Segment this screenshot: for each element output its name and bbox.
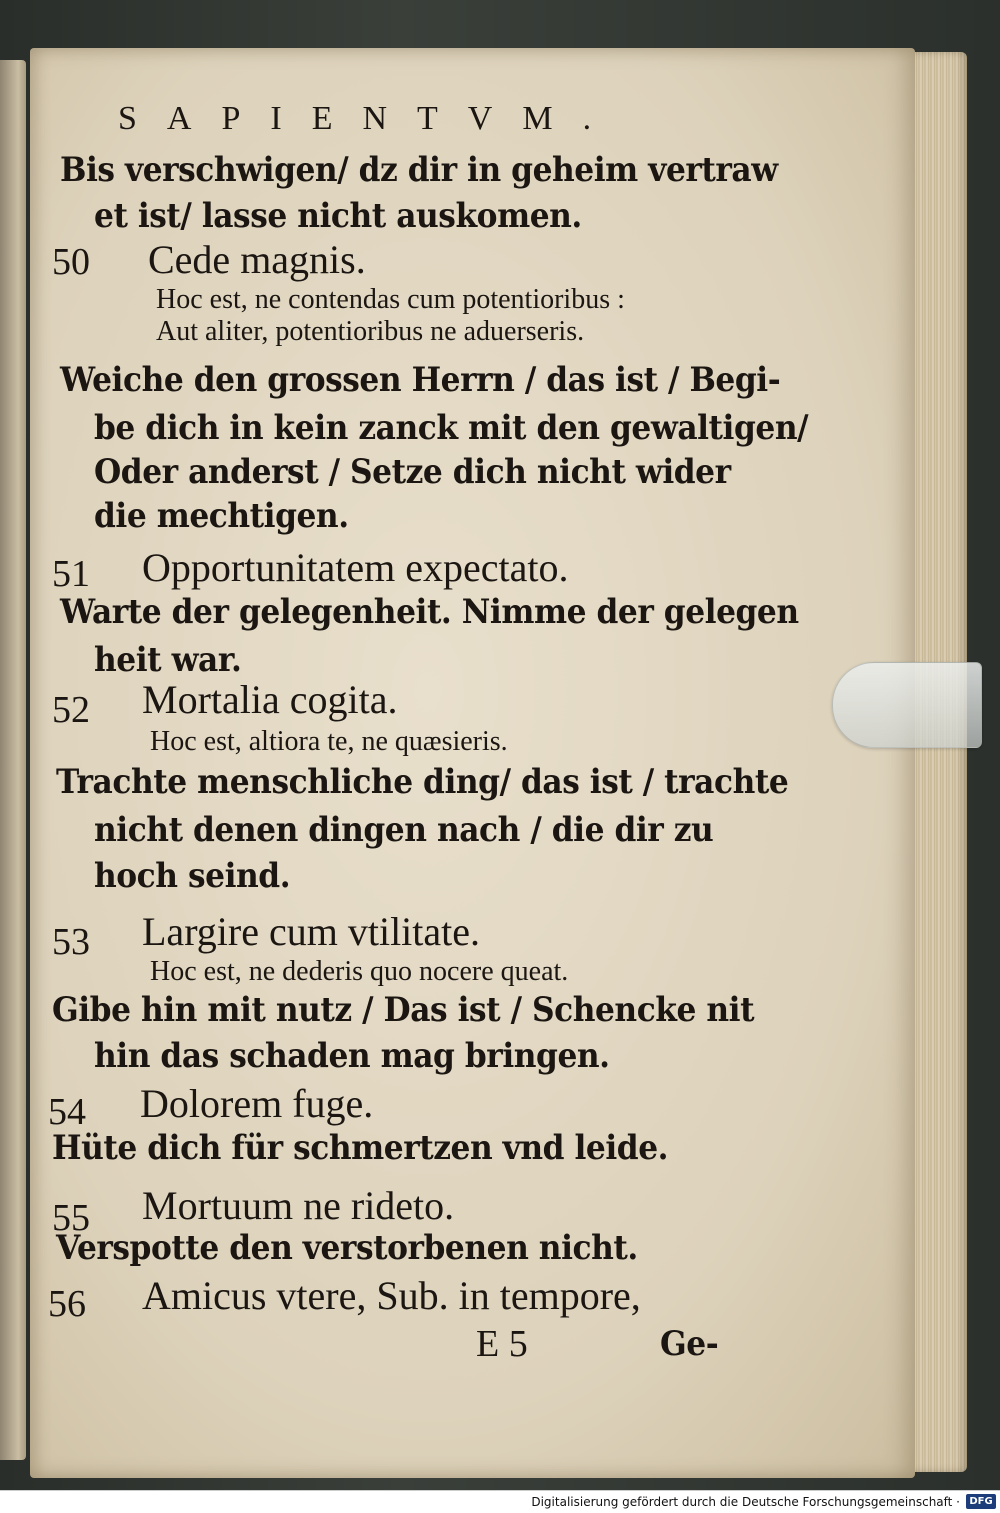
- text-line: et ist/ lasse nicht auskomen.: [94, 196, 582, 236]
- latin-gloss: Hoc est, altiora te, ne quæsieris.: [150, 726, 508, 757]
- latin-gloss: Aut aliter, potentioribus ne aduerseris.: [156, 316, 585, 347]
- digitization-footer: [0, 1490, 1000, 1513]
- text-line: nicht denen dingen nach / die dir zu: [94, 810, 714, 850]
- text-line: be dich in kein zanck mit den gewaltigen/: [94, 408, 809, 448]
- text-line: Warte der gelegenheit. Nimme der gelegen: [60, 592, 799, 632]
- latin-maxim: Mortalia cogita.: [142, 677, 398, 722]
- latin-maxim: Opportunitatem expectato.: [142, 545, 569, 590]
- entry-number: 54: [48, 1091, 86, 1133]
- latin-maxim: Cede magnis.: [148, 237, 366, 282]
- text-line: Verspotte den verstorbenen nicht.: [56, 1228, 638, 1268]
- latin-maxim: Amicus vtere, Sub. in tempore,: [142, 1273, 641, 1318]
- text-line: Weiche den grossen Herrn / das ist / Begi-: [60, 360, 781, 400]
- entry-number: 52: [52, 689, 90, 731]
- entry-number: 51: [52, 553, 90, 595]
- latin-gloss: Hoc est, ne contendas cum potentioribus :: [156, 284, 625, 315]
- text-line: hin das schaden mag bringen.: [94, 1036, 610, 1076]
- text-line: hoch seind.: [94, 856, 291, 896]
- entry-number: 56: [48, 1283, 86, 1325]
- text-line: Bis verschwigen/ dz dir in geheim vertraw: [60, 150, 778, 190]
- latin-gloss: Hoc est, ne dederis quo nocere queat.: [150, 956, 569, 987]
- text-line: Trachte menschliche ding/ das ist / trachte: [56, 762, 789, 802]
- latin-maxim: Dolorem fuge.: [140, 1081, 374, 1126]
- text-line: Gibe hin mit nutz / Das ist / Schencke nit: [52, 990, 755, 1030]
- funding-credit: Digitalisierung gefördert durch die Deutsche Forschungsgemeinschaft ·: [531, 1495, 960, 1509]
- text-line: die mechtigen.: [94, 496, 349, 536]
- entry-number: 53: [52, 921, 90, 963]
- signature-mark: E 5: [476, 1323, 528, 1365]
- dfg-logo: DFG: [966, 1494, 996, 1509]
- text-line: Oder anderst / Setze dich nicht wider: [94, 452, 731, 492]
- text-line: Hüte dich für schmertzen vnd leide.: [52, 1128, 669, 1168]
- catchword: Ge-: [660, 1324, 719, 1364]
- entry-number: 55: [52, 1197, 90, 1239]
- latin-maxim: Largire cum vtilitate.: [142, 909, 481, 954]
- latin-maxim: Mortuum ne rideto.: [142, 1183, 455, 1228]
- running-header: SAPIENTVM.: [118, 100, 622, 137]
- text-line: heit war.: [94, 640, 242, 680]
- entry-number: 50: [52, 241, 90, 283]
